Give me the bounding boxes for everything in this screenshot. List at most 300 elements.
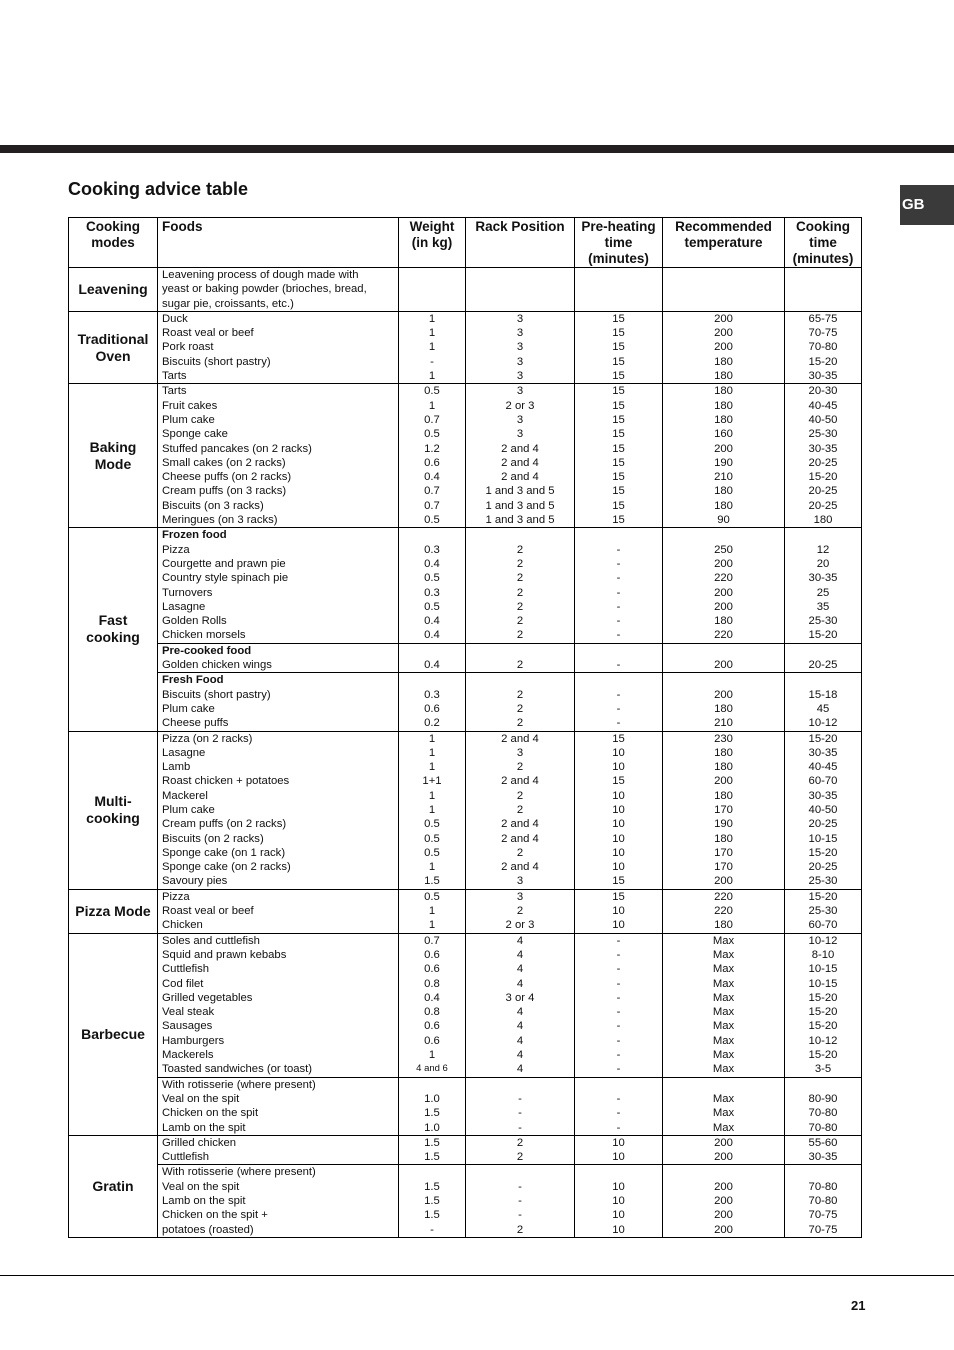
temperature-value: 180 — [714, 702, 733, 715]
temperature-value: 200 — [714, 327, 733, 340]
weight-cell — [399, 731, 466, 889]
language-tab: GB — [900, 185, 954, 225]
cooking-time-value: 45 — [816, 702, 830, 715]
rack-position-value: - — [518, 1092, 522, 1105]
rack-position-value: 2 and 4 — [501, 775, 539, 788]
food-item: Cream puffs (on 2 racks) — [162, 818, 287, 831]
preheat-time-value — [575, 282, 662, 296]
weight-value: 0.3 — [424, 543, 440, 556]
temperature-value: Max — [712, 934, 735, 947]
food-item: Sponge cake (on 2 racks) — [162, 861, 291, 874]
header-text: (in kg) — [411, 235, 453, 250]
rack-position-value — [466, 644, 574, 658]
preheat-cell — [575, 1135, 663, 1165]
rack-cell — [466, 1077, 575, 1135]
food-item: Lamb on the spit — [162, 1195, 246, 1207]
food-item: Plum cake — [162, 413, 215, 426]
rack-position-value: - — [518, 1180, 522, 1193]
food-item: Cuttlefish — [162, 1151, 210, 1164]
cooking-time-value: 30-35 — [808, 442, 838, 455]
time-cell — [785, 731, 862, 889]
weight-value — [399, 673, 465, 687]
temperature-value: 200 — [714, 875, 733, 888]
preheat-cell — [575, 1165, 663, 1237]
rack-position-value: 2 — [516, 586, 524, 599]
weight-value: 1.5 — [424, 1195, 440, 1207]
temperature-value: 200 — [714, 600, 733, 613]
cooking-time-value: 20-25 — [808, 499, 838, 512]
preheat-time-value: - — [616, 572, 621, 585]
weight-value: 1 — [428, 905, 436, 918]
weight-cell — [399, 1135, 466, 1165]
header-bar — [0, 145, 954, 153]
temp-cell — [663, 889, 785, 933]
food-item: Biscuits (short pastry) — [162, 688, 271, 701]
rack-position-value: 4 — [516, 948, 524, 961]
header-cooking-time — [785, 218, 862, 268]
table-row — [69, 673, 862, 731]
rack-cell — [466, 643, 575, 673]
rack-cell — [466, 933, 575, 1077]
cooking-time-value: 40-45 — [808, 399, 838, 412]
food-item: Cheese puffs — [162, 717, 229, 730]
preheat-time-value: 10 — [612, 861, 625, 874]
cooking-time-value: 20 — [816, 557, 830, 570]
temperature-value: 220 — [714, 572, 733, 585]
food-item: Cheese puffs (on 2 racks) — [162, 471, 292, 484]
time-cell — [785, 889, 862, 933]
weight-value: 1.5 — [424, 1136, 440, 1149]
temperature-value: 180 — [714, 615, 733, 628]
rack-position-value: 2 — [516, 1136, 524, 1149]
temperature-value — [663, 297, 784, 311]
cooking-time-value: 15-20 — [808, 890, 838, 903]
preheat-time-value: 10 — [612, 905, 625, 918]
temp-cell — [663, 731, 785, 889]
food-item: Chicken — [162, 919, 203, 932]
cooking-mode-label: cooking — [86, 810, 140, 827]
rack-cell — [466, 889, 575, 933]
preheat-time-value: - — [616, 963, 621, 976]
temperature-value: 200 — [714, 557, 733, 570]
weight-cell — [399, 1077, 466, 1135]
cooking-time-value — [785, 1165, 861, 1179]
rack-position-value: 4 — [516, 977, 524, 990]
rack-position-value: 2 — [516, 543, 524, 556]
preheat-time-value: 15 — [612, 428, 625, 441]
preheat-time-value — [575, 1165, 662, 1179]
rack-position-value: 2 — [516, 717, 524, 730]
preheat-time-value: - — [616, 991, 621, 1004]
preheat-cell — [575, 528, 663, 643]
preheat-time-value: - — [616, 688, 621, 701]
preheat-time-value: 15 — [612, 514, 625, 527]
weight-value: 0.5 — [424, 890, 440, 903]
rack-position-value: 3 — [516, 890, 524, 903]
cooking-mode-label: Baking — [89, 438, 137, 455]
rack-position-value: 2 and 4 — [501, 471, 539, 484]
table-row — [69, 731, 862, 889]
food-item: Fruit cakes — [162, 399, 218, 412]
rack-position-value: 3 — [516, 341, 524, 354]
food-item: Small cakes (on 2 racks) — [162, 456, 286, 469]
temperature-value: Max — [712, 1034, 735, 1047]
preheat-time-value: 15 — [612, 413, 625, 426]
food-item: Stuffed pancakes (on 2 racks) — [162, 442, 312, 455]
preheat-time-value: - — [616, 629, 621, 642]
weight-value — [399, 528, 465, 542]
weight-value: 0.6 — [424, 1020, 440, 1033]
rack-position-value: 3 — [516, 413, 524, 426]
cooking-time-value: 20-25 — [808, 861, 838, 874]
footer-rule — [0, 1275, 954, 1276]
header-text: (minutes) — [792, 251, 854, 266]
weight-cell — [399, 528, 466, 643]
temperature-value — [663, 1165, 784, 1179]
temperature-value: 220 — [714, 890, 733, 903]
cooking-time-value: 60-70 — [808, 919, 838, 932]
cooking-time-value: 70-75 — [808, 1223, 838, 1236]
temperature-value: 200 — [714, 341, 733, 354]
cooking-mode-label: Fast — [98, 612, 128, 629]
table-row — [69, 933, 862, 1077]
preheat-time-value: 15 — [612, 385, 625, 398]
weight-value: 0.2 — [424, 717, 440, 730]
foods-cell — [158, 933, 399, 1077]
food-item: Lamb on the spit — [162, 1121, 246, 1134]
rack-position-value: 4 — [516, 1049, 524, 1062]
rack-position-value: 2 and 4 — [501, 442, 539, 455]
weight-value: 0.7 — [424, 499, 440, 512]
preheat-time-value: 10 — [612, 1180, 625, 1193]
weight-value: 1 — [428, 789, 436, 802]
header-text: Foods — [162, 219, 203, 234]
weight-value: 1.0 — [424, 1121, 440, 1134]
food-item: Mackerels — [162, 1049, 214, 1062]
table-row — [69, 311, 862, 383]
weight-value: 0.6 — [424, 963, 440, 976]
cooking-mode-label: Barbecue — [81, 1025, 145, 1042]
cooking-mode-label: cooking — [86, 629, 140, 646]
preheat-time-value: 15 — [612, 775, 625, 788]
weight-value: 1.5 — [424, 1151, 440, 1164]
preheat-time-value: 10 — [612, 746, 625, 759]
temperature-value: Max — [712, 963, 735, 976]
rack-position-value: 2 — [516, 702, 524, 715]
weight-cell — [399, 643, 466, 673]
weight-value: 0.6 — [424, 702, 440, 715]
preheat-time-value: 10 — [612, 1209, 625, 1222]
rack-position-value: 2 — [516, 1151, 524, 1164]
preheat-time-value: - — [616, 977, 621, 990]
temperature-value: 170 — [714, 803, 733, 816]
preheat-time-value: 15 — [612, 890, 625, 903]
rack-position-value: - — [518, 1209, 522, 1222]
time-cell — [785, 311, 862, 383]
foods-cell — [158, 643, 399, 673]
weight-value: 1 — [428, 341, 436, 354]
rack-cell — [466, 1165, 575, 1237]
weight-value: 1 — [428, 1049, 436, 1062]
cooking-mode-cell — [69, 731, 158, 889]
cooking-time-value: 55-60 — [808, 1136, 838, 1149]
temperature-value: 170 — [714, 846, 733, 859]
preheat-time-value: 15 — [612, 732, 625, 745]
rack-position-value: 3 or 4 — [505, 991, 535, 1004]
food-item: Veal on the spit — [162, 1092, 240, 1105]
table-body — [69, 268, 862, 1238]
cooking-time-value: 15-20 — [808, 1049, 838, 1062]
weight-value: 0.4 — [424, 659, 440, 672]
preheat-cell — [575, 933, 663, 1077]
rack-position-value: 4 — [516, 1006, 524, 1019]
cooking-time-value: 15-20 — [808, 1020, 838, 1033]
food-item: Grilled vegetables — [162, 991, 253, 1004]
food-item: Sponge cake (on 1 rack) — [162, 846, 286, 859]
preheat-time-value — [575, 644, 662, 658]
temperature-value: Max — [712, 977, 735, 990]
food-item: Plum cake — [162, 702, 215, 715]
header-text: Cooking — [86, 219, 140, 234]
header-preheating-time — [575, 218, 663, 268]
foods-cell — [158, 528, 399, 643]
weight-cell — [399, 933, 466, 1077]
time-cell — [785, 643, 862, 673]
rack-position-value: 2 — [516, 615, 524, 628]
temperature-value: 250 — [714, 543, 733, 556]
weight-value: 0.4 — [424, 991, 440, 1004]
rack-position-value: 2 or 3 — [505, 919, 535, 932]
preheat-cell — [575, 1077, 663, 1135]
header-text: modes — [91, 235, 135, 250]
rack-position-value: 3 — [516, 355, 524, 368]
food-item: Roast veal or beef — [162, 905, 254, 918]
preheat-time-value: - — [616, 543, 621, 556]
cooking-time-value — [785, 282, 861, 296]
temperature-value: 200 — [714, 1151, 733, 1164]
preheat-time-value — [575, 297, 662, 311]
foods-cell — [158, 731, 399, 889]
food-item: Veal steak — [162, 1006, 215, 1019]
cooking-time-value: 30-35 — [808, 789, 838, 802]
cooking-mode-cell — [69, 889, 158, 933]
preheat-time-value: - — [616, 934, 621, 947]
header-rack-position — [466, 218, 575, 268]
temp-cell — [663, 1077, 785, 1135]
rack-cell — [466, 528, 575, 643]
time-cell — [785, 673, 862, 731]
preheat-time-value: 15 — [612, 312, 625, 325]
weight-value: 1 — [428, 861, 436, 874]
weight-value: 0.7 — [424, 934, 440, 947]
rack-cell — [466, 1135, 575, 1165]
weight-value: 0.4 — [424, 629, 440, 642]
rack-position-value: - — [518, 1195, 522, 1207]
preheat-time-value: 15 — [612, 456, 625, 469]
cooking-time-value: 25 — [816, 586, 830, 599]
cooking-time-value: 15-20 — [808, 471, 838, 484]
weight-value: 0.3 — [424, 688, 440, 701]
preheat-time-value: 10 — [612, 1223, 625, 1236]
preheat-time-value: - — [616, 948, 621, 961]
food-item: Leavening process of dough made with — [162, 269, 359, 281]
weight-value: 0.6 — [424, 948, 440, 961]
food-item: Sponge cake — [162, 428, 228, 441]
header-text: temperature — [684, 235, 763, 250]
temperature-value: Max — [712, 991, 735, 1004]
food-item: Cod filet — [162, 977, 204, 990]
rack-position-value: 2 — [516, 789, 524, 802]
food-item: Roast chicken + potatoes — [162, 775, 290, 788]
weight-cell — [399, 889, 466, 933]
preheat-time-value: - — [616, 1020, 621, 1033]
weight-value: - — [430, 355, 434, 368]
weight-value: 0.5 — [424, 818, 440, 831]
cooking-mode-cell — [69, 1135, 158, 1237]
temperature-value: 180 — [714, 399, 733, 412]
cooking-time-value: 10-12 — [808, 934, 838, 947]
temperature-value: 210 — [714, 717, 733, 730]
preheat-time-value: 15 — [612, 485, 625, 498]
cooking-time-value: 20-25 — [808, 456, 838, 469]
cooking-time-value: 10-12 — [808, 717, 838, 730]
food-item: Roast veal or beef — [162, 327, 254, 340]
food-item: Courgette and prawn pie — [162, 557, 286, 570]
food-item: Toasted sandwiches (or toast) — [162, 1063, 313, 1076]
preheat-time-value — [575, 528, 662, 542]
header-recommended-temperature — [663, 218, 785, 268]
food-item: yeast or baking powder (brioches, bread, — [162, 283, 367, 296]
rack-position-value: 3 — [516, 875, 524, 888]
cooking-mode-cell — [69, 933, 158, 1135]
foods-cell — [158, 384, 399, 528]
cooking-time-value: 70-75 — [808, 1209, 838, 1222]
temperature-value: Max — [712, 948, 735, 961]
cooking-time-value: 30-35 — [808, 370, 838, 383]
preheat-time-value: 15 — [612, 327, 625, 340]
weight-value: 0.7 — [424, 485, 440, 498]
preheat-time-value: - — [616, 1121, 621, 1134]
weight-value: 0.5 — [424, 514, 440, 527]
preheat-time-value: - — [616, 557, 621, 570]
food-item: Pizza (on 2 racks) — [162, 732, 253, 745]
temperature-value: Max — [712, 1063, 735, 1076]
cooking-time-value: 12 — [816, 543, 830, 556]
food-item: Mackerel — [162, 789, 208, 802]
temperature-value — [663, 528, 784, 542]
food-item: Lamb — [162, 761, 191, 774]
table-row — [69, 1077, 862, 1135]
cooking-time-value: 20-25 — [808, 818, 838, 831]
cooking-time-value: 20-30 — [808, 385, 838, 398]
cooking-time-value: 15-20 — [808, 991, 838, 1004]
cooking-time-value: 3-5 — [814, 1063, 832, 1076]
cooking-time-value: 40-45 — [808, 761, 838, 774]
rack-position-value: 1 and 3 and 5 — [485, 485, 555, 498]
temperature-value: Max — [712, 1049, 735, 1062]
temperature-value: 180 — [714, 761, 733, 774]
temperature-value: Max — [712, 1107, 735, 1120]
rack-position-value — [466, 1165, 574, 1179]
temperature-value: 180 — [714, 789, 733, 802]
weight-value: 0.4 — [424, 557, 440, 570]
rack-position-value: 2 and 4 — [501, 456, 539, 469]
weight-value: 0.3 — [424, 586, 440, 599]
rack-position-value: 1 and 3 and 5 — [485, 499, 555, 512]
cooking-time-value — [785, 1078, 861, 1092]
temperature-value: 180 — [714, 355, 733, 368]
temperature-value: Max — [712, 1092, 735, 1105]
food-item: Tarts — [162, 370, 187, 383]
food-item: Chicken on the spit + — [162, 1209, 268, 1222]
food-item: Duck — [162, 312, 188, 325]
food-item: Turnovers — [162, 586, 213, 599]
table-row — [69, 268, 862, 312]
cooking-advice-table — [68, 217, 862, 1238]
food-item: Lasagne — [162, 746, 206, 759]
rack-position-value: 3 — [516, 370, 524, 383]
weight-value — [399, 297, 465, 311]
rack-cell — [466, 384, 575, 528]
cooking-time-value: 25-30 — [808, 875, 838, 888]
temperature-value: 200 — [714, 312, 733, 325]
temperature-value: 200 — [714, 1180, 733, 1193]
food-item: Pizza — [162, 543, 190, 556]
time-cell — [785, 1135, 862, 1165]
preheat-time-value: 10 — [612, 1195, 625, 1207]
preheat-cell — [575, 731, 663, 889]
temp-cell — [663, 1165, 785, 1237]
weight-cell — [399, 1165, 466, 1237]
food-item: Savoury pies — [162, 875, 228, 888]
cooking-time-value: 15-20 — [808, 732, 838, 745]
cooking-time-value: 70-80 — [808, 1107, 838, 1120]
rack-position-value: - — [518, 1121, 522, 1134]
rack-position-value — [466, 528, 574, 542]
food-category-label: Pre-cooked food — [162, 644, 252, 657]
rack-position-value — [466, 282, 574, 296]
temperature-value: 230 — [714, 732, 733, 745]
foods-cell — [158, 268, 399, 312]
rack-position-value: 2 — [516, 846, 524, 859]
table-row — [69, 384, 862, 528]
weight-cell — [399, 268, 466, 312]
food-item: Pork roast — [162, 341, 214, 354]
food-item: Chicken on the spit — [162, 1107, 259, 1120]
temperature-value: Max — [712, 1020, 735, 1033]
weight-value: 1 — [428, 761, 436, 774]
preheat-time-value: - — [616, 1006, 621, 1019]
cooking-time-value: 25-30 — [808, 905, 838, 918]
preheat-time-value: 10 — [612, 818, 625, 831]
temperature-value: 200 — [714, 1136, 733, 1149]
time-cell — [785, 384, 862, 528]
time-cell — [785, 1165, 862, 1237]
rack-position-value: 2 — [516, 600, 524, 613]
food-item: sugar pie, croissants, etc.) — [162, 297, 294, 310]
preheat-time-value — [575, 268, 662, 282]
cooking-mode-label: Multi- — [94, 793, 132, 810]
rack-position-value: 2 — [516, 1223, 524, 1236]
table-row — [69, 1135, 862, 1165]
foods-cell — [158, 1135, 399, 1165]
temperature-value — [663, 282, 784, 296]
food-category-label: Fresh Food — [162, 674, 224, 687]
preheat-time-value: - — [616, 586, 621, 599]
header-text: Cooking — [796, 219, 850, 234]
preheat-time-value: 10 — [612, 761, 625, 774]
temperature-value: Max — [712, 1121, 735, 1134]
